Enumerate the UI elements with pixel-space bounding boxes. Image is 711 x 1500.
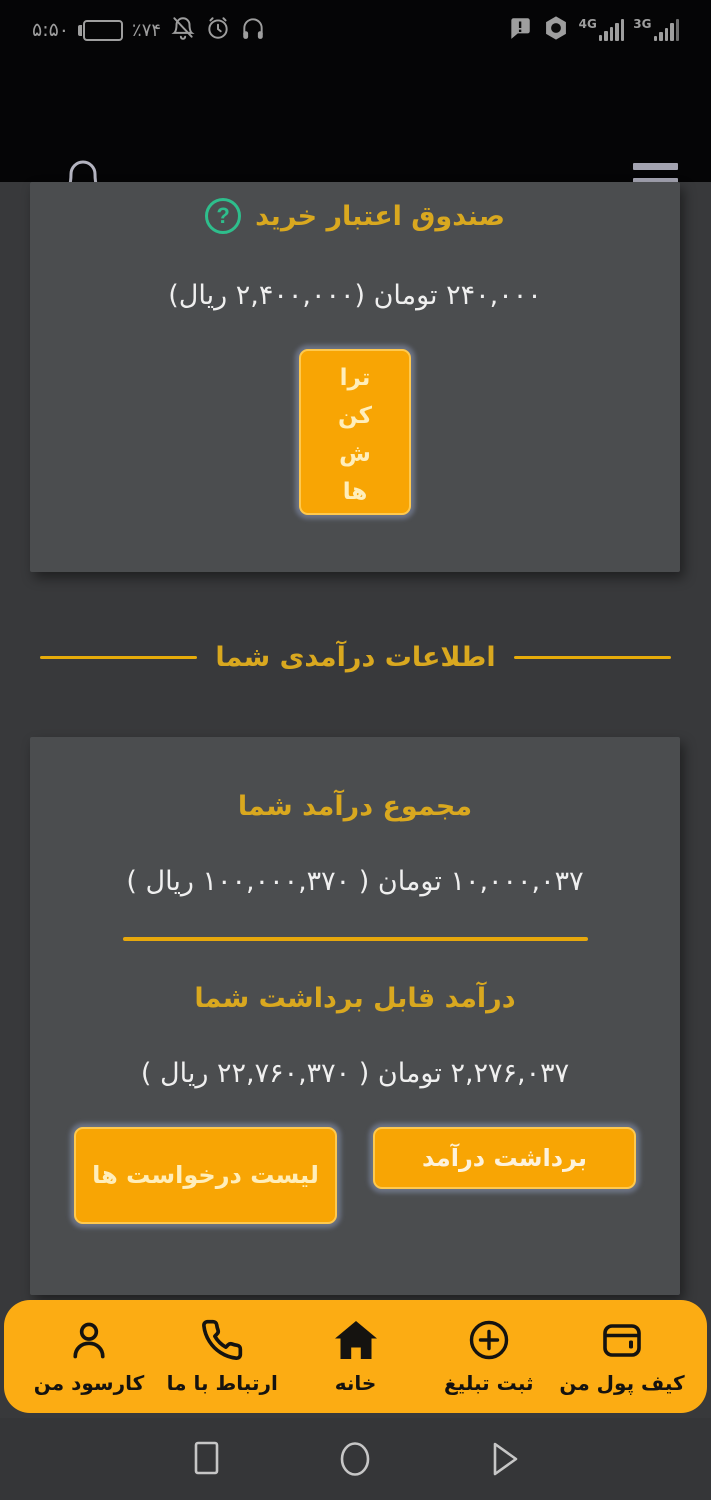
withdrawable-income-value: ۲,۲۷۶,۰۳۷ تومان ( ۲۲,۷۶۰,۳۷۰ ریال ) — [140, 1057, 570, 1089]
recents-square-icon[interactable] — [192, 1440, 222, 1481]
help-question-icon[interactable]: ? — [205, 198, 241, 234]
nav-item-submit-ad[interactable]: ثبت تبلیغ — [430, 1318, 548, 1395]
signal-3g-icon: 3G — [633, 19, 679, 41]
back-triangle-icon[interactable] — [488, 1440, 522, 1481]
nav-item-home[interactable]: خانه — [297, 1318, 415, 1395]
home-circle-icon[interactable] — [338, 1440, 372, 1481]
muted-bell-icon — [170, 15, 196, 45]
status-right — [507, 14, 679, 46]
battery-icon — [78, 20, 123, 41]
divider-line-right — [514, 656, 671, 659]
home-icon — [333, 1318, 379, 1366]
signal-4g-icon: 4G — [579, 19, 625, 41]
income-card — [30, 737, 680, 1295]
status-left — [32, 15, 266, 45]
income-section-divider — [0, 642, 711, 673]
alarm-clock-icon — [205, 15, 231, 45]
credit-fund-title: صندوق اعتبار خرید — [255, 200, 505, 232]
bottom-nav-bar — [4, 1300, 707, 1413]
phone-icon — [199, 1318, 245, 1366]
nav-item-contact-us[interactable]: ارتباط با ما — [163, 1318, 281, 1395]
income-divider-line — [123, 937, 588, 941]
credit-fund-card — [30, 182, 680, 572]
transactions-button[interactable]: ترا کن ش ها — [299, 349, 411, 515]
gear-icon — [542, 14, 570, 46]
total-income-value: ۱۰,۰۰۰,۰۳۷ تومان ( ۱۰۰,۰۰۰,۳۷۰ ریال ) — [126, 866, 584, 897]
total-income-title: مجموع درآمد شما — [237, 791, 473, 822]
plus-circle-icon — [466, 1318, 512, 1366]
clock-time: ۵:۵۰ — [32, 19, 70, 41]
withdraw-income-button[interactable]: برداشت درآمد — [373, 1127, 636, 1189]
income-section-title: اطلاعات درآمدی شما — [215, 642, 496, 673]
status-bar — [0, 0, 711, 60]
message-alert-icon — [507, 15, 533, 45]
withdrawable-income-title: درآمد قابل برداشت شما — [194, 982, 516, 1014]
nav-item-wallet[interactable]: کیف پول من — [563, 1318, 681, 1395]
app-header — [0, 60, 711, 182]
headset-icon — [240, 15, 266, 45]
wallet-icon — [599, 1318, 645, 1366]
requests-list-button[interactable]: لیست درخواست ها — [74, 1127, 337, 1224]
nav-item-my-karsood[interactable]: کارسود من — [30, 1318, 148, 1395]
divider-line-left — [40, 656, 197, 659]
credit-amount: ۲۴۰,۰۰۰ تومان (۲,۴۰۰,۰۰۰ ریال) — [168, 280, 542, 311]
person-icon — [66, 1318, 112, 1366]
android-nav-bar — [0, 1418, 711, 1500]
battery-percent: ٪۷۴ — [132, 19, 162, 41]
